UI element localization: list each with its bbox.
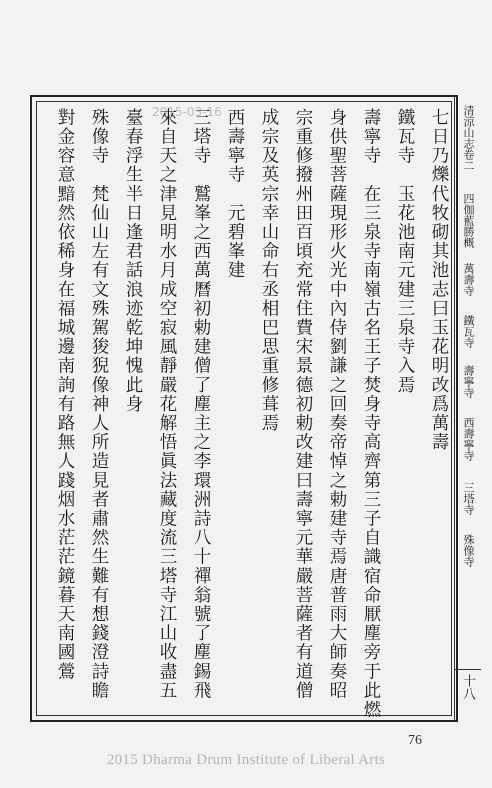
leaf-number: 十八 [460,674,475,700]
section-label: 鐵瓦寺 [462,315,475,348]
text-column-11: 殊像寺 梵仙山左有文殊駕狻猊像神人所造見者肅然生難有想錢澄詩瞻 [89,108,109,701]
page-frame [30,95,475,722]
section-label: 殊像寺 [462,534,475,567]
book-title: 清涼山志卷二 [462,105,475,171]
text-column-12: 對金容意黯然依稀身在福城邊南詢有路無人踐烟水茫茫鏡暮天南國鶯 [55,108,75,681]
text-area [36,101,452,720]
leaf-number-box [455,669,481,700]
section-label: 西壽寧寺 [462,417,475,461]
margin-index [454,97,481,720]
text-column-1: 七日乃爍代牧砌其池志曰玉花明改爲萬壽 [429,108,449,452]
section-label: 萬壽寺 [462,263,475,296]
text-column-6: 成宗及英宗幸山命右丞相巴思重修葺焉 [259,108,279,433]
footer-watermark: 2015 Dharma Drum Institute of Liberal Arts [106,752,386,768]
text-column-7: 西壽寧寺 元碧峯建 [225,108,245,280]
text-column-4: 身供聖菩薩現形火光中內侍劉謙之回奏帝悼之勅建寺焉唐普雨大師奏昭 [327,108,347,701]
text-column-8: 三塔寺 鷲峯之西萬曆初勅建僧了塵主之李環洲詩八十禪翁號了塵錫飛 [191,108,211,701]
page-number: 76 [408,733,422,748]
chapter-title: 四伽藍勝概 [462,193,475,248]
text-column-10: 臺春浮生半日逢君話浪迹乾坤愧此身 [123,108,143,414]
text-column-9: 來自天之津見明水月成空寂風靜嚴花解悟眞法藏度流三塔寺江山收盡五 [157,108,177,701]
text-column-5: 宗重修撥州田百頃充常住費宋景德初勅改建曰壽寧元華嚴菩薩者有道僧 [293,108,313,701]
text-column-2: 鐵瓦寺 玉花池南元建三泉寺入焉 [395,108,415,395]
section-label: 三塔寺 [462,482,475,515]
section-label: 壽寧寺 [462,365,475,398]
text-column-3: 壽寧寺 在三泉寺南嶺古名王子焚身寺高齊第三子自識宿命厭塵旁于此燃 [361,108,381,720]
watermark-date: 2015-03-16 [152,105,222,119]
